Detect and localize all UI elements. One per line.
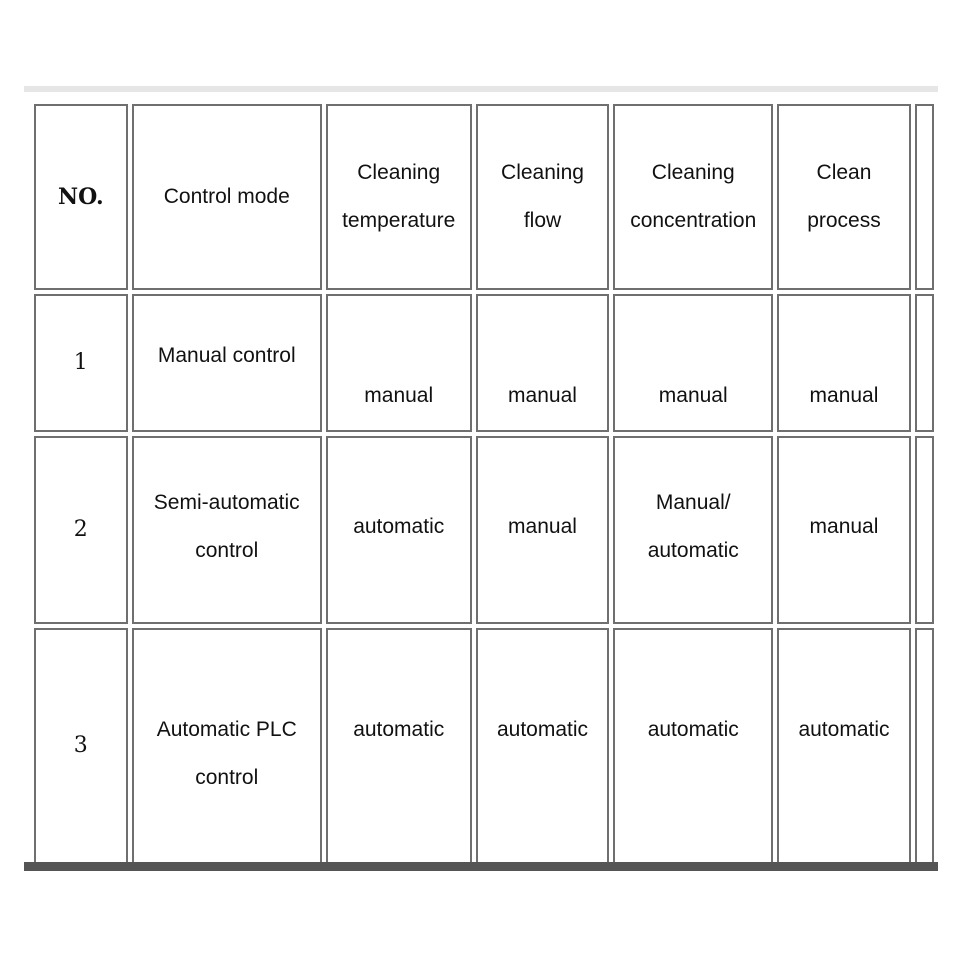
flow-cell: automatic	[476, 628, 610, 864]
header-clean-process: Clean process	[777, 104, 911, 290]
table-row	[34, 436, 934, 624]
clipped-column	[915, 628, 934, 864]
flow-cell: manual	[476, 294, 610, 432]
temperature-cell: automatic	[326, 436, 472, 624]
header-cleaning-concentration: Cleaning concentration	[613, 104, 773, 290]
table-frame	[24, 86, 938, 872]
header-control-mode: Control mode	[132, 104, 322, 290]
header-cleaning-flow: Cleaning flow	[476, 104, 610, 290]
temperature-cell: automatic	[326, 628, 472, 864]
process-cell: manual	[777, 436, 911, 624]
control-mode-cell: Semi-automatic control	[132, 436, 322, 624]
concentration-cell: manual	[613, 294, 773, 432]
concentration-cell: Manual/ automatic	[613, 436, 773, 624]
control-mode-cell: Automatic PLC control	[132, 628, 322, 864]
clipped-column	[915, 436, 934, 624]
concentration-cell: automatic	[613, 628, 773, 864]
process-cell: manual	[777, 294, 911, 432]
header-no: NO.	[34, 104, 128, 290]
bottom-border-bar	[24, 862, 938, 871]
header-cleaning-temperature: Cleaning temperature	[326, 104, 472, 290]
flow-cell: manual	[476, 436, 610, 624]
row-number: 2	[34, 436, 128, 624]
clipped-column	[915, 104, 934, 290]
row-number: 3	[34, 628, 128, 864]
table-header-row	[34, 104, 934, 290]
temperature-cell: manual	[326, 294, 472, 432]
row-number: 1	[34, 294, 128, 432]
clipped-column	[915, 294, 934, 432]
process-cell: automatic	[777, 628, 911, 864]
table-row	[34, 628, 934, 864]
table-row	[34, 294, 934, 432]
control-mode-cell: Manual control	[132, 294, 322, 432]
control-mode-table	[30, 100, 938, 868]
